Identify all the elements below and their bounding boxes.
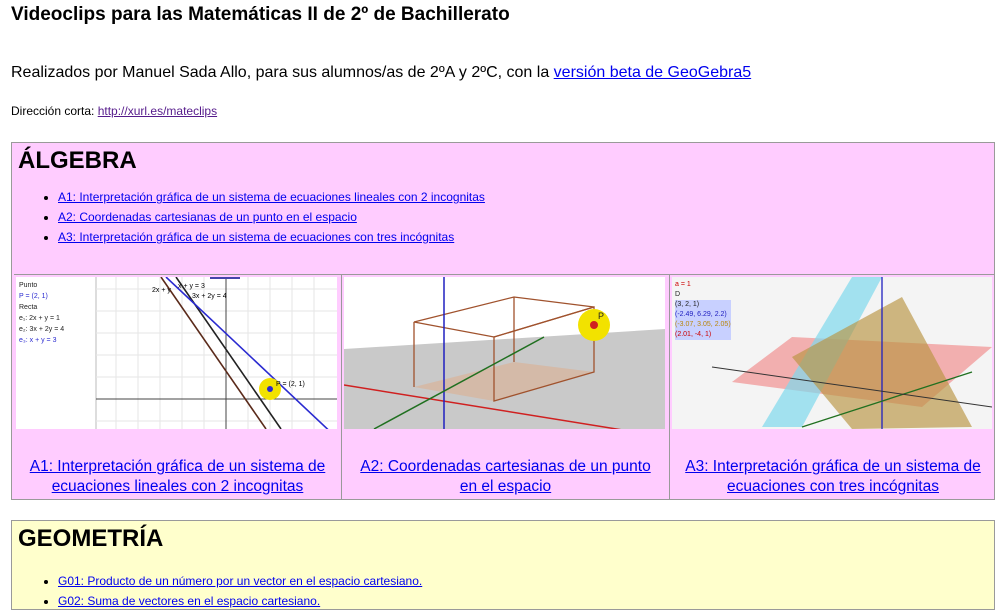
panel-line: e₁: 2x + y = 1 — [19, 315, 60, 322]
algebra-link-a2[interactable]: A2: Coordenadas cartesianas de un punto en el espacio — [58, 210, 357, 224]
list-item — [58, 191, 485, 204]
panel-line: e₂: 3x + 2y = 4 — [19, 326, 65, 333]
list-item — [58, 211, 485, 224]
short-address-link[interactable]: http://xurl.es/mateclips — [97, 104, 218, 118]
geometria-link-g01[interactable]: G01: Producto de un número por un vector en el espacio cartesiano. — [58, 574, 423, 588]
list-item — [58, 231, 485, 244]
algebra-list — [12, 191, 485, 251]
panel-line: (-3.07, 3.05, 2.05) — [675, 321, 731, 328]
clip-a1-graph — [16, 277, 337, 429]
clip-a2 — [342, 275, 670, 499]
geogebra-beta-link[interactable]: versión beta de GeoGebra5 — [553, 64, 752, 81]
clip-a3-thumbnail[interactable] — [672, 277, 992, 429]
clip-a2-caption — [342, 457, 669, 497]
clip-a1 — [14, 275, 342, 499]
panel-line: D — [675, 291, 681, 298]
graph-label: 2x + y — [152, 287, 171, 294]
clip-a3-algebra-panel — [675, 280, 731, 340]
clip-a2-link[interactable]: A2: Coordenadas cartesianas de un punto en el espacio — [360, 458, 651, 495]
geometria-section — [11, 520, 995, 610]
panel-line: Punto — [19, 282, 38, 289]
algebra-link-a1[interactable]: A1: Interpretación gráfica de un sistema de ecuaciones lineales con 2 incognitas — [58, 190, 485, 204]
clip-a1-caption — [14, 457, 341, 497]
graph-label: P = (2, 1) — [276, 381, 305, 388]
clip-a2-graph — [344, 277, 665, 429]
intro-text — [11, 64, 751, 82]
clip-a1-algebra-panel — [19, 280, 64, 346]
clip-a3-caption — [670, 457, 995, 497]
graph-label: x + y = 3 — [178, 283, 205, 290]
panel-line: a = 1 — [675, 281, 691, 288]
clip-a1-thumbnail[interactable] — [16, 277, 337, 429]
panel-line: (2.01, -4, 1) — [675, 330, 731, 340]
geometria-list — [12, 575, 422, 615]
panel-line: P = (2, 1) — [19, 293, 48, 300]
panel-line: Recta — [19, 304, 38, 311]
geometria-heading: GEOMETRÍA — [18, 525, 164, 552]
panel-line: (3, 2, 1) — [675, 300, 731, 310]
clip-a1-link[interactable]: A1: Interpretación gráfica de un sistema de ecuaciones lineales con 2 incognitas — [29, 458, 326, 495]
page-title: Videoclips para las Matemáticas II de 2º de Bachillerato — [11, 4, 510, 25]
algebra-heading: ÁLGEBRA — [18, 147, 137, 174]
clip-a2-thumbnail[interactable] — [344, 277, 665, 429]
short-address-label: Dirección corta: — [11, 104, 98, 118]
short-address — [11, 104, 217, 118]
algebra-link-a3[interactable]: A3: Interpretación gráfica de un sistema de ecuaciones con tres incógnitas — [58, 230, 455, 244]
graph-label: 3x + 2y = 4 — [192, 293, 227, 300]
panel-line: e₃: x + y = 3 — [19, 337, 57, 344]
intro-label: Realizados por Manuel Sada Allo, para sus alumnos/as de 2ºA y 2ºC, con la — [11, 64, 554, 81]
algebra-clip-row — [14, 274, 994, 499]
point-label: P — [598, 311, 605, 321]
clip-a3-link[interactable]: A3: Interpretación gráfica de un sistema de ecuaciones con tres incógnitas — [685, 458, 981, 495]
geometria-link-g02[interactable]: G02: Suma de vectores en el espacio cartesiano. — [58, 594, 321, 608]
panel-line: (-2.49, 6.29, 2.2) — [675, 310, 731, 320]
algebra-section — [11, 142, 995, 500]
list-item — [58, 575, 422, 588]
clip-a3 — [670, 275, 995, 499]
